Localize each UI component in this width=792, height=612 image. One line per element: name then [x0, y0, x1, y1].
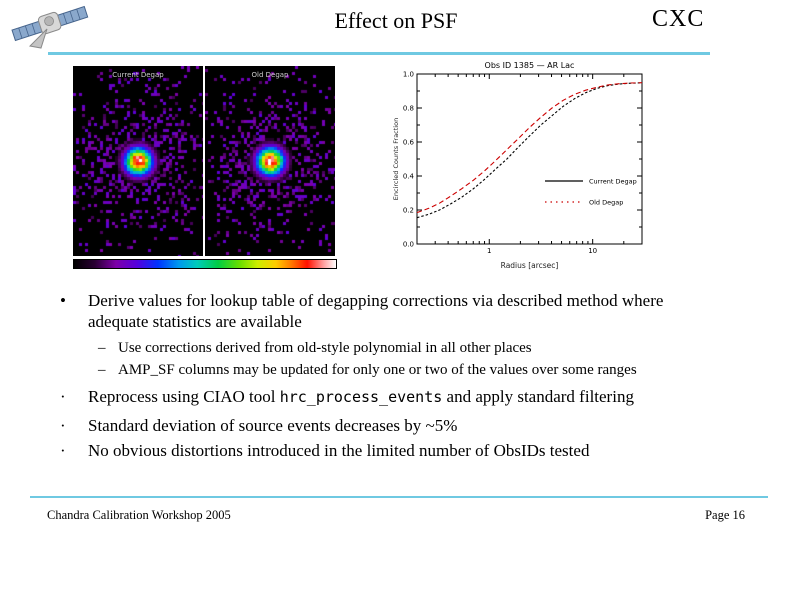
- x-axis-label: Radius [arcsec]: [500, 261, 559, 270]
- bullet-marker: –: [98, 362, 106, 378]
- y-tick-label: 0.2: [402, 206, 414, 215]
- bullet-text: Derive values for lookup table of degapping corrections via described method where adequate statistics are available: [88, 291, 664, 331]
- psf-image-left-label: Current Degap: [112, 71, 164, 79]
- bullet-item: [60, 290, 792, 332]
- series-old-degap: [417, 83, 642, 213]
- encircled-energy-plot: [392, 58, 684, 272]
- bullet-marker: ·: [60, 387, 66, 406]
- y-axis-label: Encircled Counts Fraction: [392, 117, 400, 201]
- bullet-text: AMP_SF columns may be updated for only one or two of the values over some ranges: [118, 362, 637, 378]
- y-tick-label: 0.8: [402, 104, 414, 113]
- psf-images-figure: [73, 66, 335, 268]
- intensity-colorbar: [73, 259, 337, 269]
- header-divider: [48, 52, 710, 55]
- legend-label: Old Degap: [589, 198, 624, 207]
- x-tick-label: 1: [487, 247, 492, 255]
- bullet-marker: •: [60, 291, 66, 310]
- bullet-list: [0, 290, 792, 461]
- psf-image-current-degap: [73, 66, 203, 256]
- bullet-text: Use corrections derived from old-style polynomial in all other places: [118, 340, 532, 356]
- psf-image-right-label: Old Degap: [251, 71, 289, 79]
- cxc-label: CXC: [652, 6, 705, 32]
- y-tick-label: 0.6: [402, 138, 414, 147]
- bullet-text: No obvious distortions introduced in the limited number of ObsIDs tested: [88, 441, 590, 460]
- footer-page-number: Page 16: [705, 508, 745, 522]
- bullet-item: [60, 386, 792, 408]
- page-title: Effect on PSF: [334, 8, 458, 33]
- plot-canvas: [392, 58, 684, 272]
- bullet-item: [98, 360, 792, 381]
- y-tick-label: 1.0: [402, 70, 414, 79]
- bullet-text: Reprocess using CIAO tool hrc_process_events and apply standard filtering: [88, 387, 634, 406]
- legend-label: Current Degap: [589, 177, 637, 186]
- bullet-item: [60, 415, 792, 436]
- bullet-marker: ·: [60, 441, 66, 460]
- series-current-degap: [417, 83, 642, 218]
- y-tick-label: 0.0: [402, 240, 414, 249]
- footer-divider: [30, 496, 768, 498]
- y-tick-label: 0.4: [402, 172, 414, 181]
- x-tick-label: 10: [588, 247, 598, 255]
- bullet-text: Standard deviation of source events decreases by ~5%: [88, 416, 458, 435]
- bullet-marker: ·: [60, 416, 66, 435]
- bullet-item: [60, 440, 792, 461]
- bullet-item: [98, 338, 792, 359]
- psf-image-old-degap: [205, 66, 335, 256]
- plot-title: Obs ID 1385 — AR Lac: [484, 61, 575, 70]
- footer-workshop-label: Chandra Calibration Workshop 2005: [47, 508, 231, 522]
- bullet-marker: –: [98, 340, 106, 356]
